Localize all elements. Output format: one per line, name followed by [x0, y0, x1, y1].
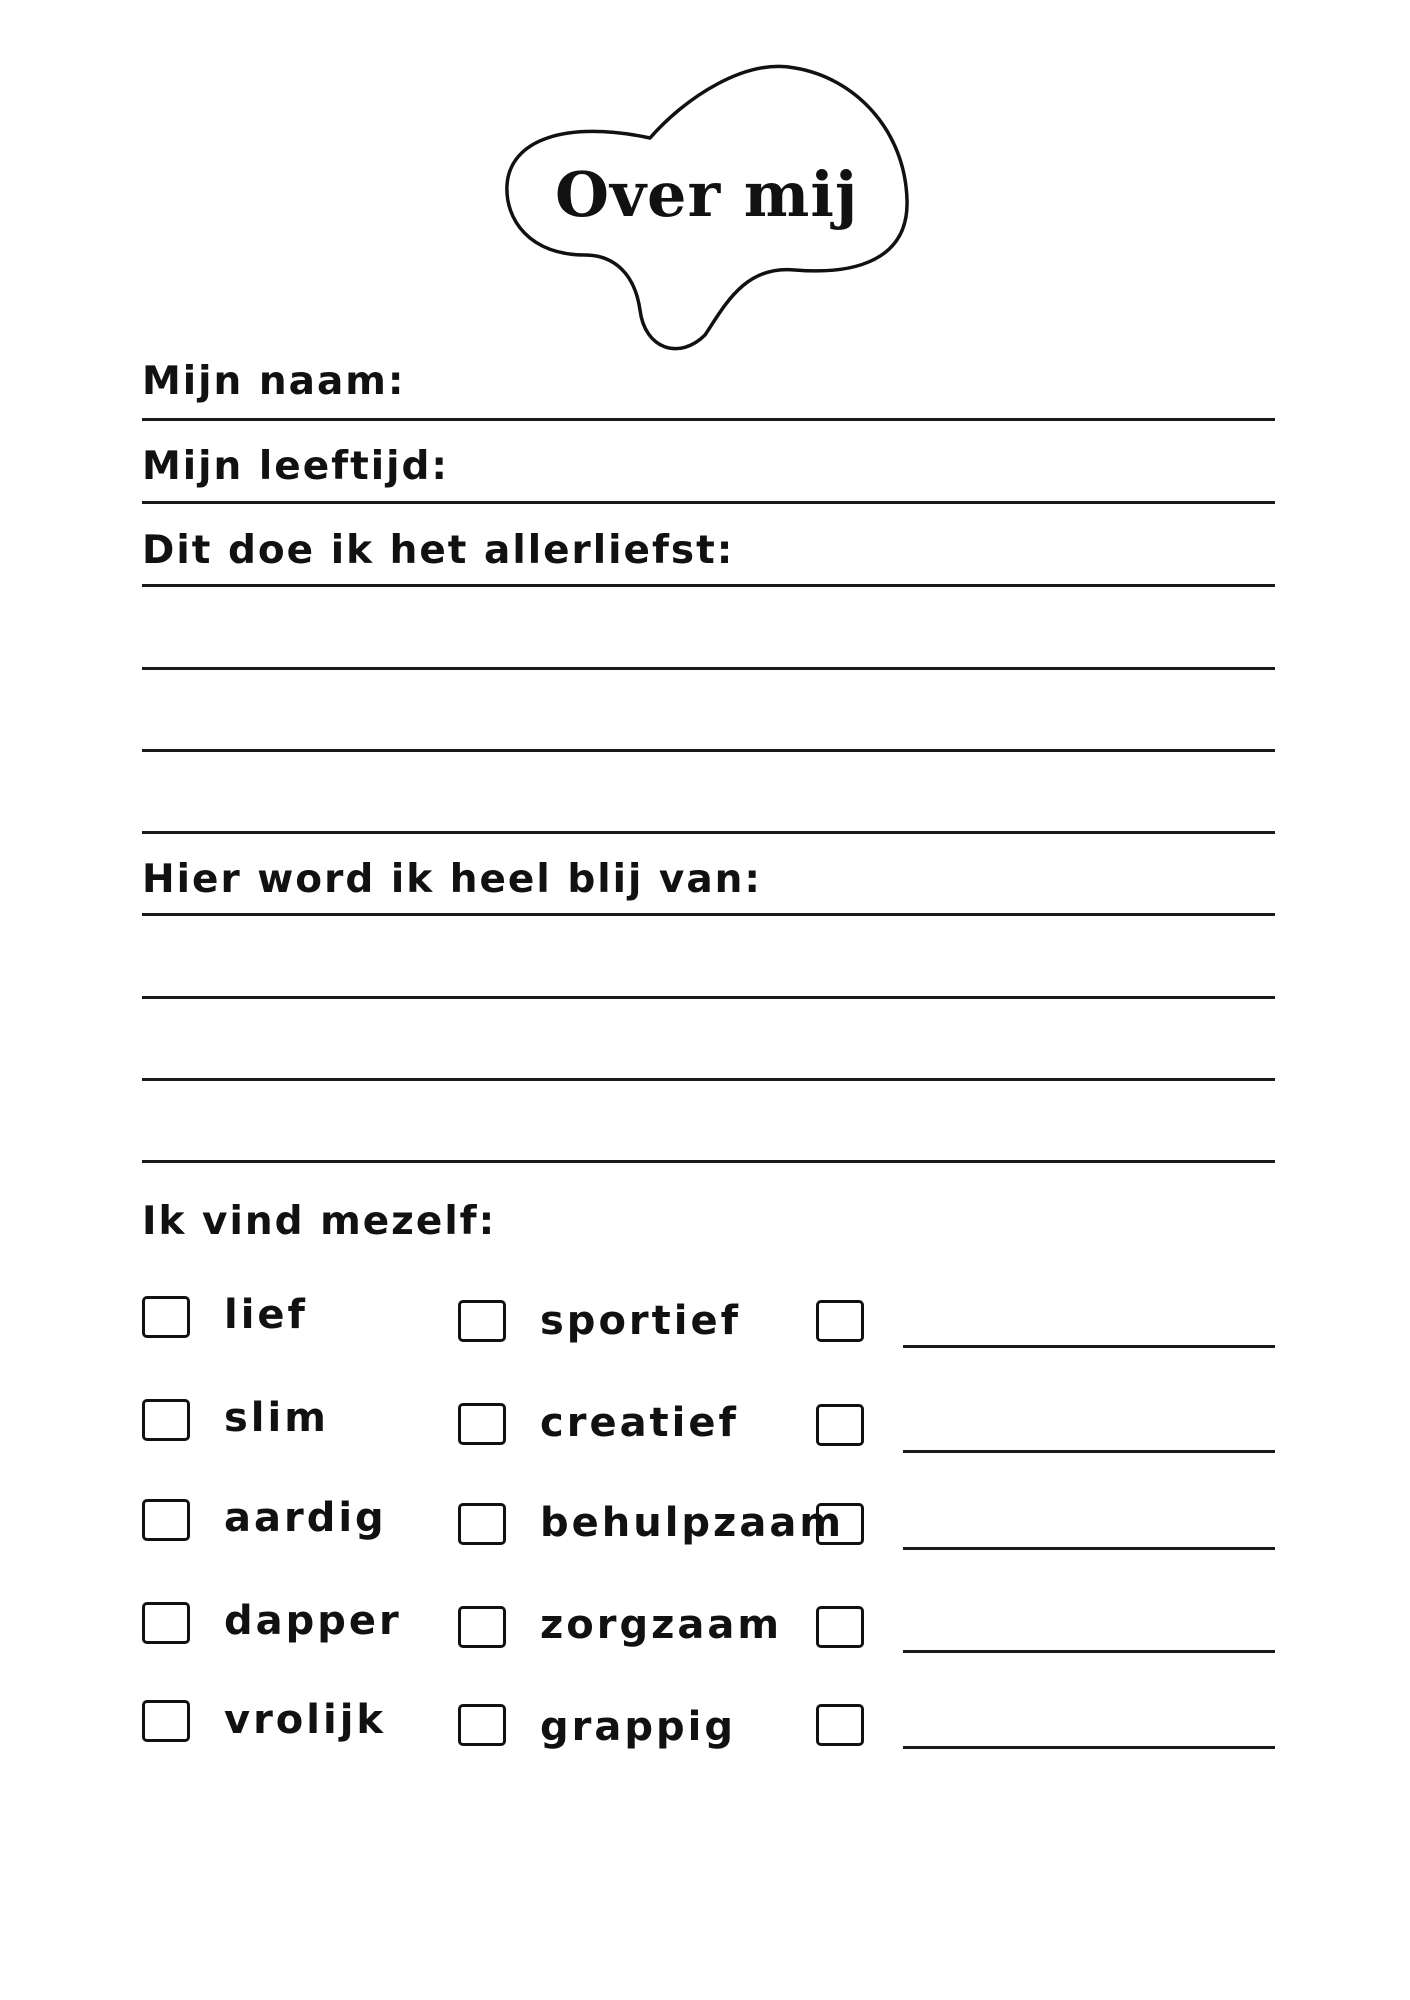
custom-trait-line[interactable] [903, 1450, 1275, 1453]
favorite-label: Dit doe ik het allerliefst: [142, 528, 735, 573]
trait-checkbox[interactable] [142, 1499, 190, 1541]
trait-label: behulpzaam [540, 1500, 845, 1546]
favorite-line[interactable] [142, 667, 1275, 670]
custom-trait-line[interactable] [903, 1345, 1275, 1348]
age-label: Mijn leeftijd: [142, 444, 450, 489]
trait-checkbox[interactable] [142, 1602, 190, 1644]
trait-checkbox[interactable] [142, 1399, 190, 1441]
trait-label: zorgzaam [540, 1602, 783, 1648]
age-line[interactable] [142, 501, 1275, 504]
trait-label: dapper [224, 1598, 402, 1644]
trait-label: creatief [540, 1400, 739, 1446]
trait-label: vrolijk [224, 1697, 387, 1743]
trait-label: aardig [224, 1495, 387, 1541]
custom-trait-line[interactable] [903, 1650, 1275, 1653]
trait-checkbox[interactable] [458, 1403, 506, 1445]
happy-line[interactable] [142, 996, 1275, 999]
custom-trait-line[interactable] [903, 1547, 1275, 1550]
trait-checkbox[interactable] [458, 1606, 506, 1648]
page-title: Over mij [555, 158, 859, 231]
trait-checkbox[interactable] [458, 1704, 506, 1746]
custom-trait-checkbox[interactable] [816, 1704, 864, 1746]
name-label: Mijn naam: [142, 359, 406, 404]
traits-heading: Ik vind mezelf: [142, 1199, 497, 1244]
custom-trait-checkbox[interactable] [816, 1300, 864, 1342]
happy-line[interactable] [142, 1160, 1275, 1163]
trait-label: grappig [540, 1704, 736, 1750]
trait-label: lief [224, 1292, 308, 1338]
favorite-line[interactable] [142, 831, 1275, 834]
trait-checkbox[interactable] [142, 1700, 190, 1742]
custom-trait-checkbox[interactable] [816, 1404, 864, 1446]
trait-checkbox[interactable] [142, 1296, 190, 1338]
happy-line[interactable] [142, 1078, 1275, 1081]
custom-trait-checkbox[interactable] [816, 1503, 864, 1545]
trait-label: slim [224, 1395, 329, 1441]
trait-label: sportief [540, 1298, 742, 1344]
custom-trait-checkbox[interactable] [816, 1606, 864, 1648]
trait-checkbox[interactable] [458, 1503, 506, 1545]
name-line[interactable] [142, 418, 1275, 421]
happy-label: Hier word ik heel blij van: [142, 857, 763, 902]
custom-trait-line[interactable] [903, 1746, 1275, 1749]
favorite-line[interactable] [142, 749, 1275, 752]
trait-checkbox[interactable] [458, 1300, 506, 1342]
favorite-line[interactable] [142, 584, 1275, 587]
happy-line[interactable] [142, 913, 1275, 916]
